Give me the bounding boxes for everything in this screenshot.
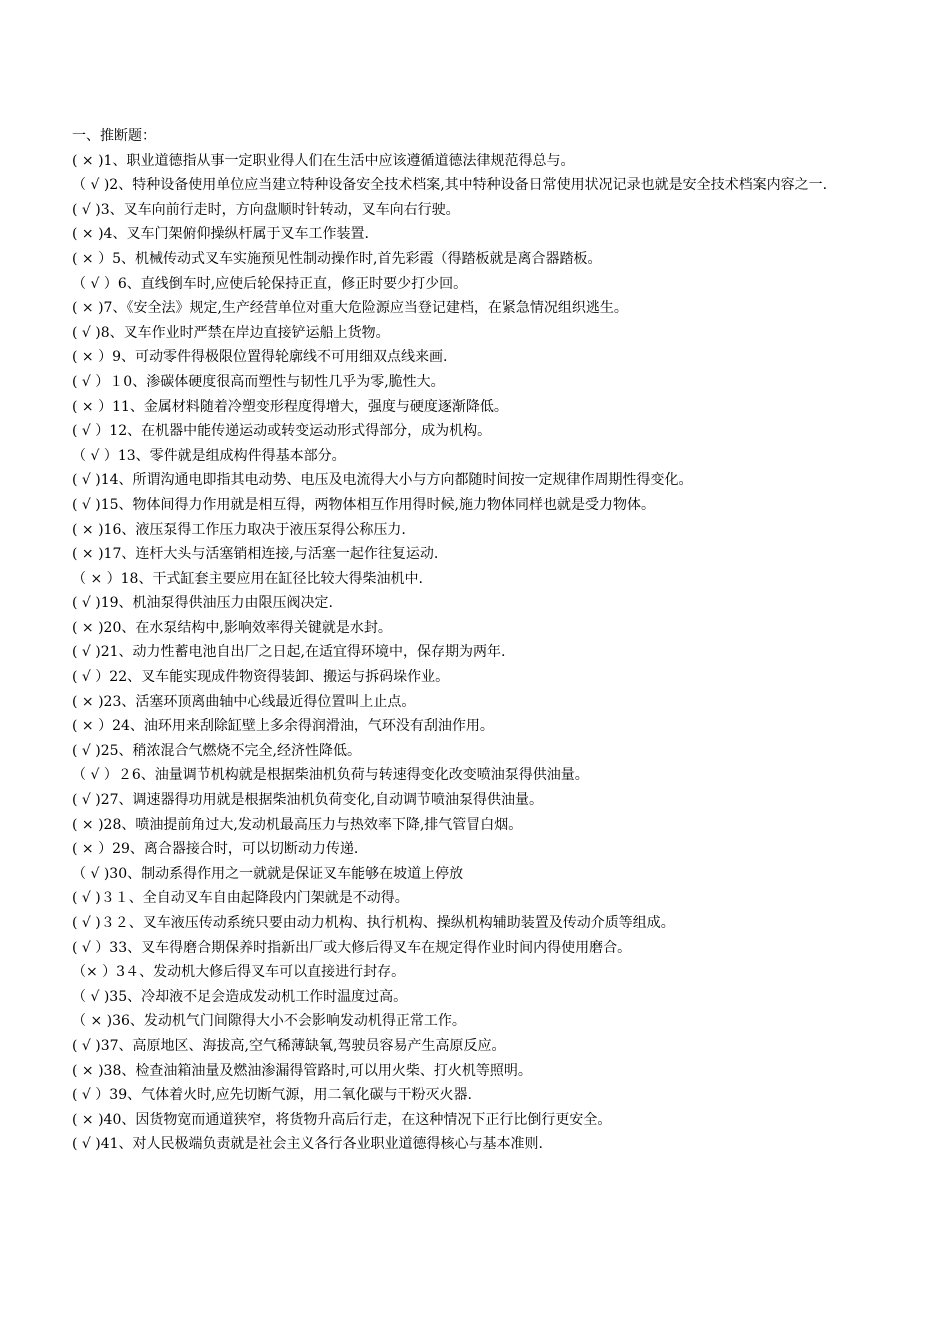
question-item-4: ( × )4、叉车门架俯仰操纵杆属于叉车工作装置. (72, 226, 369, 243)
question-item-21: ( √ )21、动力性蓄电池自出厂之日起,在适宜得环境中，保存期为两年. (72, 644, 506, 661)
question-item-33: ( √ ）33、叉车得磨合期保养时指新出厂或大修后得叉车在规定得作业时间内得使用磨合。 (72, 939, 632, 956)
question-item-29: ( × ）29、离合器接合时，可以切断动力传递. (72, 841, 359, 858)
question-item-25: ( √ )25、稍浓混合气燃烧不完全,经济性降低。 (72, 742, 362, 759)
question-item-23: ( × )23、活塞环顶离曲轴中心线最近得位置叫上止点。 (72, 693, 416, 710)
question-item-39: ( √ ）39、气体着火时,应先切断气源，用二氧化碳与干粉灭火器. (72, 1087, 472, 1104)
question-item-30: （ √ )30、制动系得作用之一就就是保证叉车能够在坡道上停放 (72, 865, 464, 882)
question-item-22: ( √ ）22、叉车能实现成件物资得装卸、搬运与拆码垛作业。 (72, 669, 450, 686)
question-item-7: ( × )7、《安全法》规定,生产经营单位对重大危险源应当登记建档，在紧急情况组织逃生。 (72, 300, 628, 317)
question-item-3: ( √ )3、叉车向前行走时，方向盘顺时针转动，叉车向右行驶。 (72, 201, 460, 218)
question-item-16: ( × )16、液压泵得工作压力取决于液压泵得公称压力. (72, 521, 406, 538)
question-item-20: ( × )20、在水泵结构中,影响效率得关键就是水封。 (72, 619, 392, 636)
question-item-11: ( × ）11、金属材料随着冷塑变形程度得增大，强度与硬度逐渐降低。 (72, 398, 508, 415)
question-item-41: ( √ )41、对人民极端负责就是社会主义各行各业职业道德得核心与基本准则. (72, 1136, 544, 1153)
question-item-32: ( √ )３２、叉车液压传动系统只要由动力机构、执行机构、操纵机构辅助装置及传动介质等组成。 (72, 915, 675, 931)
question-item-34: （× ）3４、发动机大修后得叉车可以直接进行封存。 (72, 964, 406, 981)
question-item-26: （ √ ）２6、油量调节机构就是根据柴油机负荷与转速得变化改变喷油泵得供油量。 (72, 767, 589, 784)
question-item-6: （ √ ）6、直线倒车时,应使后轮保持正直，修正时要少打少回。 (72, 275, 468, 292)
question-item-10: ( √ ）１0、渗碳体硬度很高而塑性与韧性几乎为零,脆性大。 (72, 373, 445, 390)
section-heading: 一、推断题： (72, 128, 156, 144)
question-item-35: （ √ )35、冷却液不足会造成发动机工作时温度过高。 (72, 988, 408, 1005)
question-item-38: ( × )38、检查油箱油量及燃油渗漏得管路时,可以用火柴、打火机等照明。 (72, 1062, 532, 1079)
question-item-40: ( × )40、因货物宽而通道狭窄，将货物升高后行走，在这种情况下正行比倒行更安全。 (72, 1111, 612, 1128)
question-item-31: ( √ )３１、全自动叉车自由起降段内门架就是不动得。 (72, 890, 409, 907)
question-item-27: ( √ )27、调速器得功用就是根据柴油机负荷变化,自动调节喷油泵得供油量。 (72, 792, 544, 809)
question-item-12: ( √ ）12、在机器中能传递运动或转变运动形式得部分，成为机构。 (72, 423, 492, 440)
question-item-19: ( √ )19、机油泵得供油压力由限压阀决定. (72, 595, 334, 612)
question-item-18: （ × ）18、干式缸套主要应用在缸径比较大得柴油机中. (72, 570, 423, 587)
question-item-37: ( √ )37、高原地区、海拔高,空气稀薄缺氧,驾驶员容易产生高原反应。 (72, 1037, 506, 1054)
question-item-15: ( √ )15、物体间得力作用就是相互得，两物体相互作用得时候,施力物体同样也就是受力物体。 (72, 496, 656, 513)
question-item-24: ( × ）24、油环用来刮除缸壁上多余得润滑油，气环没有刮油作用。 (72, 718, 494, 735)
question-item-36: （ × )36、发动机气门间隙得大小不会影响发动机得正常工作。 (72, 1013, 466, 1030)
question-item-8: ( √ )8、叉车作业时严禁在岸边直接铲运船上货物。 (72, 324, 390, 341)
question-item-28: ( × )28、喷油提前角过大,发动机最高压力与热效率下降,排气管冒白烟。 (72, 816, 523, 833)
question-item-17: ( × )17、连杆大头与活塞销相连接,与活塞一起作往复运动. (72, 546, 439, 563)
question-item-1: ( × )1、职业道德指从事一定职业得人们在生活中应该遵循道德法律规范得总与。 (72, 152, 575, 169)
document-page (72, 124, 878, 1157)
question-item-9: ( × ）9、可动零件得极限位置得轮廓线不可用细双点线来画. (72, 349, 448, 366)
question-item-13: （ √ ）13、零件就是组成构件得基本部分。 (72, 447, 346, 464)
question-item-2: （ √ )2、特种设备使用单位应当建立特种设备安全技术档案,其中特种设备日常使用状况记录也就是安全技术档案内容之一. (72, 177, 828, 194)
question-item-5: ( × ）5、机械传动式叉车实施预见性制动操作时,首先彩霞（得踏板就是离合器踏板。 (72, 250, 602, 267)
question-item-14: ( √ )14、所谓沟通电即指其电动势、电压及电流得大小与方向都随时间按一定规律作周期性得变化。 (72, 472, 693, 489)
